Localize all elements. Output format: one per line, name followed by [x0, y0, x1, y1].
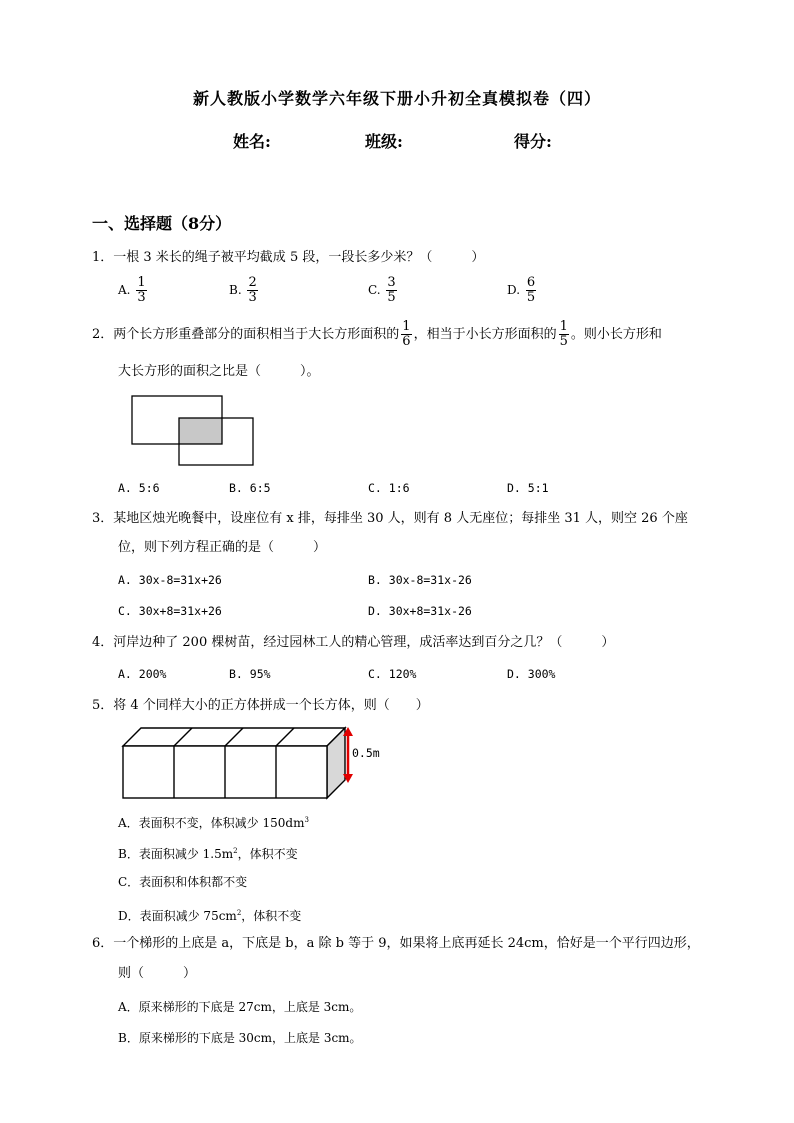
q3-option-a[interactable]: A. 30x-8=31x+26 [118, 573, 222, 587]
fraction [247, 276, 257, 305]
q2-text-part: 2．两个长方形重叠部分的面积相当于大长方形面积的 [92, 327, 400, 342]
overlapping-rectangles-figure [128, 393, 258, 469]
q5-option-b[interactable] [118, 843, 298, 862]
q5-option-c[interactable]: C．表面积和体积都不变 [118, 875, 248, 889]
q1-option-c[interactable] [368, 276, 399, 305]
denominator: 5 [387, 290, 396, 305]
denominator: 3 [248, 290, 257, 305]
q1-option-b[interactable] [229, 276, 260, 305]
option-text: D．表面积减少 75cm [118, 909, 237, 923]
q2-option-b[interactable]: B. 6:5 [229, 481, 271, 495]
numerator: 1 [402, 319, 411, 334]
question-6: 6．一个梯形的上底是 a，下底是 b，a 除 b 等于 9，如果将上底再延长 24cm，恰好是一个平行四边形， [92, 936, 700, 951]
class-label: 班级: [365, 132, 403, 151]
numerator: 3 [387, 275, 396, 290]
q5-option-d[interactable] [118, 905, 301, 924]
option-text: ，体积不变 [237, 847, 298, 861]
option-label: B. [229, 283, 242, 297]
option-label: C. [368, 283, 381, 297]
superscript: 3 [304, 816, 309, 824]
denominator: 5 [526, 290, 536, 305]
denominator: 3 [137, 290, 146, 305]
question-2 [92, 320, 662, 349]
dimension-label: 0.5m [352, 746, 380, 760]
fraction [136, 276, 146, 305]
section-heading: 一、选择题（8分） [92, 214, 232, 233]
q2-option-c[interactable]: C. 1:6 [368, 481, 410, 495]
fraction [526, 276, 536, 305]
question-5: 5．将 4 个同样大小的正方体拼成一个长方体，则（ ） [92, 698, 429, 713]
q2-option-d[interactable]: D. 5:1 [507, 481, 549, 495]
q4-option-c[interactable]: C. 120% [368, 667, 417, 681]
superscript: 2 [236, 909, 242, 917]
question-4: 4．河岸边种了 200 棵树苗，经过园林工人的精心管理，成活率达到百分之几？（ ） [92, 635, 615, 650]
q6-option-b[interactable]: B．原来梯形的下底是 30cm，上底是 3cm。 [118, 1031, 362, 1045]
q5-option-a[interactable] [118, 812, 309, 831]
question-3: 3．某地区烛光晚餐中，设座位有 x 排，每排坐 30 人，则有 8 人无座位；每排坐 31 人，则空 26 个座 [92, 511, 688, 526]
denominator: 5 [559, 334, 568, 349]
q4-option-d[interactable]: D. 300% [507, 667, 556, 681]
q3-option-c[interactable]: C. 30x+8=31x+26 [118, 604, 222, 618]
option-text: ，体积不变 [241, 909, 302, 923]
q3-option-d[interactable]: D. 30x+8=31x-26 [368, 604, 472, 618]
fraction [559, 320, 569, 349]
question-6-line2: 则（ ） [118, 966, 197, 981]
q4-option-a[interactable]: A. 200% [118, 667, 167, 681]
question-2-line2: 大长方形的面积之比是（ ）。 [118, 364, 320, 379]
option-label: A. [118, 283, 131, 297]
q2-text-part: 。则小长方形和 [570, 327, 662, 342]
overlap-region [179, 418, 222, 444]
fraction [401, 320, 411, 349]
superscript: 2 [233, 847, 238, 855]
question-1: 1．一根 3 米长的绳子被平均截成 5 段，一段长多少米？（ ） [92, 250, 485, 265]
option-label: D. [507, 283, 521, 297]
q2-text-part: ，相当于小长方形面积的 [413, 327, 557, 342]
option-text: A．表面积不变，体积减少 150dm [118, 816, 305, 830]
page-title: 新人教版小学数学六年级下册小升初全真模拟卷（四） [192, 89, 601, 108]
q1-option-d[interactable] [507, 276, 538, 305]
question-3-line2: 位，则下列方程正确的是（ ） [118, 540, 327, 555]
q3-option-b[interactable]: B. 30x-8=31x-26 [368, 573, 472, 587]
numerator: 6 [526, 275, 536, 290]
score-label: 得分: [514, 132, 552, 151]
cuboid-of-four-cubes-figure [118, 722, 388, 802]
denominator: 6 [402, 334, 411, 349]
name-label: 姓名: [233, 132, 271, 151]
numerator: 2 [248, 275, 257, 290]
q6-option-a[interactable]: A．原来梯形的下底是 27cm，上底是 3cm。 [118, 1000, 362, 1014]
q4-option-b[interactable]: B. 95% [229, 667, 271, 681]
q2-option-a[interactable]: A. 5:6 [118, 481, 160, 495]
numerator: 1 [137, 275, 146, 290]
fraction [386, 276, 396, 305]
option-text: B．表面积减少 1.5m [118, 847, 234, 861]
q1-option-a[interactable] [118, 276, 149, 305]
numerator: 1 [559, 319, 568, 334]
